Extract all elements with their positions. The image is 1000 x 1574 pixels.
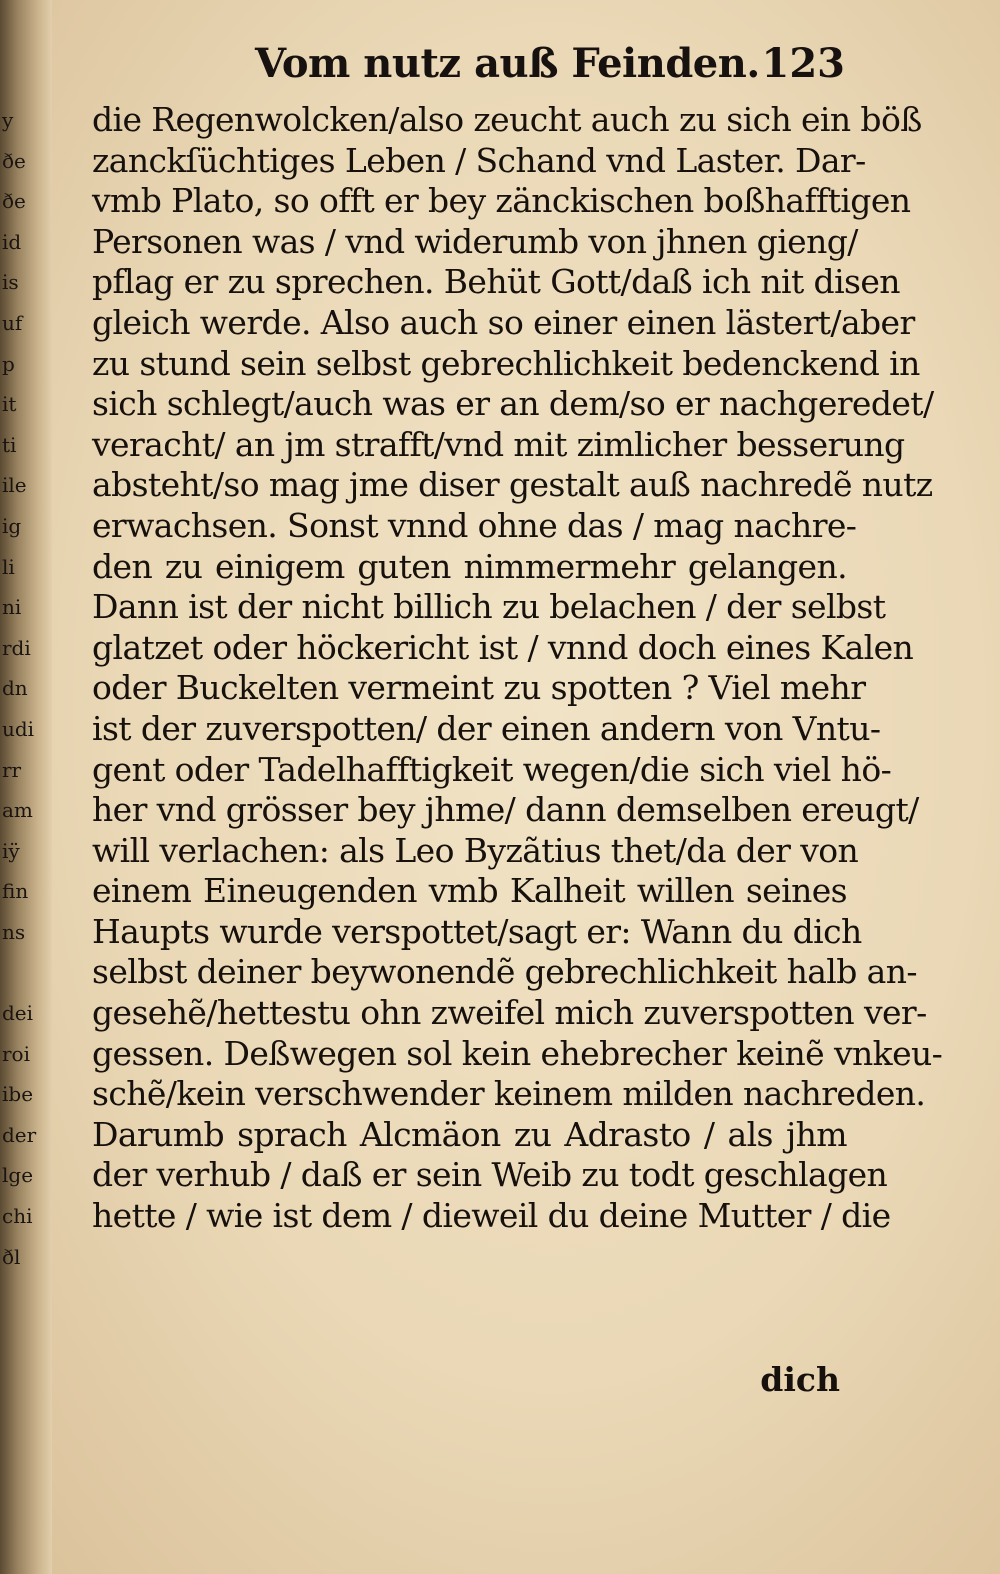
text-line: gessen. Deßwegen sol kein ehebrecher keinẽ vnkeu-: [92, 1033, 943, 1073]
text-line: hette / wie ist dem / dieweil du deine Mutter / die: [92, 1196, 891, 1236]
bleed-fragment: rr: [2, 757, 22, 782]
bleed-fragment: ig: [2, 513, 22, 538]
text-line: der verhub / daß er sein Weib zu todt geschlagen: [92, 1155, 888, 1195]
bleed-fragment: der: [2, 1122, 37, 1147]
bleed-fragment: lge: [2, 1163, 34, 1188]
text-line: einem Eineugenden vmb Kalheit willen seines: [92, 871, 847, 911]
text-line: den zu einigem guten nimmermehr gelangen.: [92, 546, 847, 586]
text-line: sich schlegt/auch was er an dem/so er nachgeredet/: [92, 384, 934, 424]
text-line: selbst deiner beywonendẽ gebrechlichkeit halb an-: [92, 952, 917, 992]
text-line: oder Buckelten vermeint zu spotten ? Viel mehr: [92, 668, 866, 708]
bleed-fragment: id: [2, 229, 22, 254]
text-line: Darumb sprach Alcmäon zu Adrasto / als jhm: [92, 1114, 847, 1154]
bleed-fragment: fin: [2, 879, 29, 904]
bleed-fragment: udi: [2, 716, 35, 741]
text-line: Dann ist der nicht billich zu belachen / der selbst: [92, 587, 886, 627]
text-line: will verlachen: als Leo Byzãtius thet/da der von: [92, 830, 859, 870]
bleed-fragment: uf: [2, 310, 23, 335]
bleed-fragment: li: [2, 554, 15, 579]
bleed-fragment: dei: [2, 1001, 34, 1026]
text-line: Haupts wurde verspottet/sagt er: Wann du dich: [92, 911, 862, 951]
text-line: schẽ/kein verschwender keinem milden nachreden.: [92, 1074, 926, 1114]
bleed-fragment: ns: [2, 919, 26, 944]
bleed-fragment: chi: [2, 1204, 33, 1229]
text-line: absteht/so mag jme diser gestalt auß nachredẽ nutz: [92, 465, 933, 505]
text-line: gleich werde. Also auch so einer einen lästert/aber: [92, 302, 915, 342]
text-line: pflag er zu sprechen. Behüt Gott/daß ich nit disen: [92, 262, 900, 302]
bleed-fragment: ðl: [2, 1244, 21, 1269]
text-line: ist der zuverspotten/ der einen andern von Vntu-: [92, 708, 881, 748]
text-line: zu stund sein selbst gebrechlichkeit bedenckend in: [92, 343, 920, 383]
text-line: erwachsen. Sonst vnnd ohne das / mag nachre-: [92, 505, 857, 545]
bleed-fragment: ni: [2, 595, 22, 620]
bleed-fragment: am: [2, 798, 33, 823]
bleed-fragment: ti: [2, 432, 17, 457]
text-line: vmb Plato, so offt er bey zänckischen boßhafftigen: [92, 181, 911, 221]
bleed-fragment: dn: [2, 676, 28, 701]
bleed-through-margin: [2, 100, 38, 1277]
bleed-fragment: ðe: [2, 189, 26, 214]
bleed-fragment: rdi: [2, 635, 31, 660]
catchword: dich: [760, 1360, 840, 1399]
page-header: [255, 40, 845, 100]
body-text: [92, 100, 943, 1237]
text-line: zanckſüchtiges Leben / Schand vnd Laster. Dar-: [92, 140, 866, 180]
bleed-fragment: is: [2, 270, 19, 295]
bleed-fragment: ibe: [2, 1082, 34, 1107]
text-line: gent oder Tadelhafftigkeit wegen/die sich viel hö-: [92, 749, 892, 789]
bleed-fragment: y: [2, 108, 14, 132]
bleed-fragment: it: [2, 392, 17, 417]
text-line: gesehẽ/hettestu ohn zweifel mich zuverspotten ver-: [92, 993, 927, 1033]
text-line: her vnd grösser bey jhme/ dann demselben ereugt/: [92, 790, 919, 830]
running-title: Vom nutz auß Feinden.: [255, 40, 760, 87]
bleed-fragment: iÿ: [2, 838, 20, 863]
bleed-fragment: ðe: [2, 148, 26, 173]
page-number: 123: [761, 40, 845, 87]
bleed-fragment: [2, 952, 38, 993]
text-line: Personen was / vnd widerumb von jhnen gieng/: [92, 221, 858, 261]
text-line: die Regenwolcken/also zeucht auch zu sich ein böß: [92, 100, 922, 139]
bleed-fragment: ile: [2, 473, 27, 498]
text-line: glatzet oder höckericht ist / vnnd doch eines Kalen: [92, 627, 914, 667]
bleed-fragment: p: [2, 351, 15, 376]
text-line: veracht/ an jm strafft/vnd mit zimlicher besserung: [92, 424, 905, 464]
bleed-fragment: roi: [2, 1041, 30, 1066]
